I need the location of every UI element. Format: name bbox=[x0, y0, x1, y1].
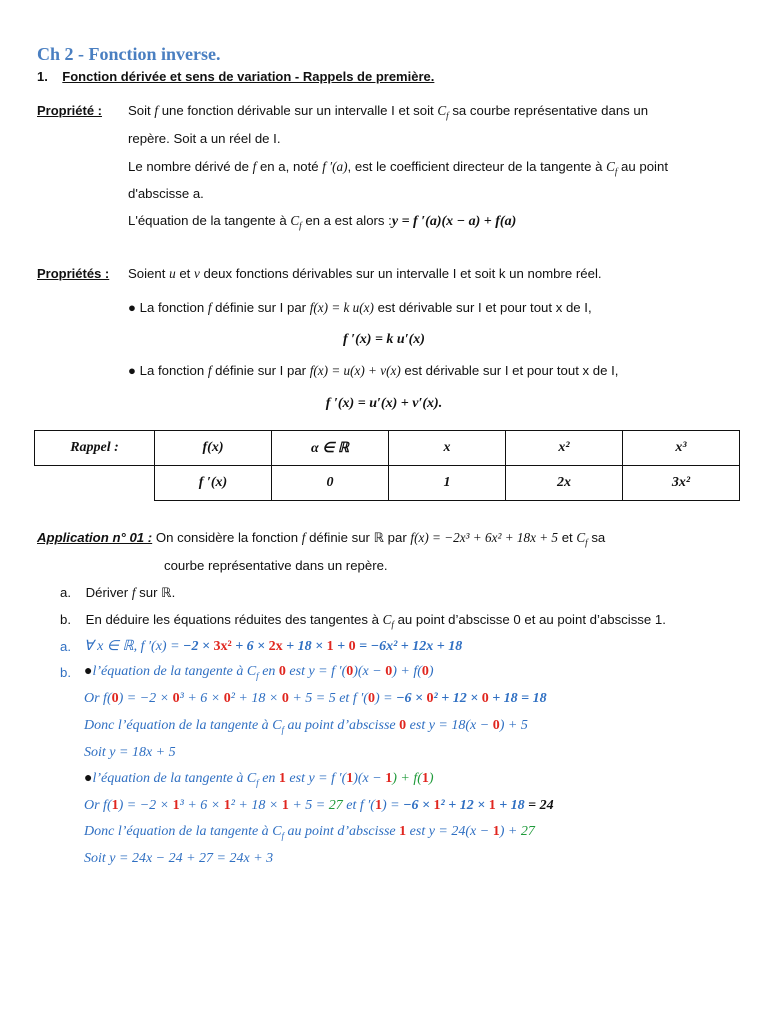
application-label: Application n° 01 : bbox=[37, 530, 153, 545]
properties-bullet-2: ● La fonction f définie sur I par f(x) = u(x) + v(x) est dérivable sur I et pour tout x de I, bbox=[128, 363, 619, 378]
section-title: Fonction dérivée et sens de variation - Rappels de première. bbox=[62, 69, 435, 84]
table-cell: f ′(x) bbox=[155, 466, 272, 501]
application-line-2: courbe représentative dans un repère. bbox=[164, 558, 388, 573]
property-label: Propriété : bbox=[37, 103, 103, 118]
section-number: 1. bbox=[37, 69, 48, 84]
properties-bullet-1: ● La fonction f définie sur I par f(x) = k u(x) est dérivable sur I et pour tout x de I, bbox=[128, 300, 592, 315]
rappel-label: Rappel : bbox=[35, 431, 155, 466]
rappel-table bbox=[34, 430, 740, 501]
formula-2: f ′(x) = u′(x) + v′(x). bbox=[325, 396, 443, 411]
property-line-3: Le nombre dérivé de f en a, noté f ′(a), est le coefficient directeur de la tangente à $C_f$ au point bbox=[128, 159, 668, 177]
question-b: b. En déduire les équations réduites des tangentes à $C_f$ au point d’abscisse 0 et au point d’abscisse 1. bbox=[60, 612, 666, 630]
application-line-1: Application n° 01 : On considère la fonction f définie sur ℝ par f(x) = −2x³ + 6x² + 18x + 5 et $C_f$ sa bbox=[37, 530, 606, 548]
property-line-2: repère. Soit a un réel de I. bbox=[128, 131, 281, 146]
answer-a: ∀ x ∈ ℝ, f ′(x) = −2 × 3x² + 6 × 2x + 18 × 1 + 0 = −6x² + 12x + 18 bbox=[84, 639, 463, 654]
answer-b-line-8: Soit y = 24x − 24 + 27 = 24x + 3 bbox=[84, 851, 274, 866]
question-a: a. Dériver f sur ℝ. bbox=[60, 585, 176, 600]
table-cell: 3x² bbox=[623, 466, 740, 501]
property-line-1: Soit f une fonction dérivable sur un intervalle I et soit $C_f$ sa courbe représentative dans un bbox=[128, 103, 649, 121]
answer-b-line-7: Donc l’équation de la tangente à $C_f$ au point d’abscisse 1 est y = 24(x − 1) + 27 bbox=[84, 824, 535, 841]
table-cell-empty bbox=[35, 466, 155, 501]
page-title: Ch 2 - Fonction inverse. bbox=[37, 44, 221, 64]
table-cell: x² bbox=[506, 431, 623, 466]
table-cell: x bbox=[389, 431, 506, 466]
answer-b-line-1: ●l’équation de la tangente à $C_f$ en 0 est y = f ′(0)(x − 0) + f(0) bbox=[84, 664, 434, 681]
answer-a-letter: a. bbox=[60, 639, 71, 654]
answer-b-line-6: Or f(1) = −2 × 1³ + 6 × 1² + 18 × 1 + 5 = 27 et f ′(1) = −6 × 1² + 12 × 1 + 18 = 24 bbox=[84, 798, 554, 813]
properties-label: Propriétés : bbox=[37, 266, 110, 281]
answer-b-line-2: Or f(0) = −2 × 0³ + 6 × 0² + 18 × 0 + 5 = 5 et f ′(0) = −6 × 0² + 12 × 0 + 18 = 18 bbox=[84, 691, 547, 706]
answer-b-line-5: ●l’équation de la tangente à $C_f$ en 1 est y = f ′(1)(x − 1) + f(1) bbox=[84, 771, 434, 788]
answer-b-letter: b. bbox=[60, 665, 71, 680]
table-row bbox=[35, 431, 740, 466]
properties-line-1: Soient u et v deux fonctions dérivables sur un intervalle I et soit k un nombre réel. bbox=[128, 266, 602, 281]
table-cell: f(x) bbox=[155, 431, 272, 466]
property-line-4: d'abscisse a. bbox=[128, 186, 204, 201]
answer-b-line-3: Donc l’équation de la tangente à $C_f$ au point d’abscisse 0 est y = 18(x − 0) + 5 bbox=[84, 718, 528, 735]
answer-b-line-4: Soit y = 18x + 5 bbox=[84, 745, 176, 760]
table-cell: α ∈ ℝ bbox=[272, 431, 389, 466]
formula-1: f ′(x) = k u′(x) bbox=[343, 332, 425, 347]
property-line-5: L'équation de la tangente à $C_f$ en a est alors :y = f ′(a)(x − a) + f(a) bbox=[128, 213, 517, 231]
table-cell: 1 bbox=[389, 466, 506, 501]
table-row bbox=[35, 466, 740, 501]
table-cell: 2x bbox=[506, 466, 623, 501]
section-heading bbox=[37, 69, 434, 84]
table-cell: 0 bbox=[272, 466, 389, 501]
table-cell: x³ bbox=[623, 431, 740, 466]
